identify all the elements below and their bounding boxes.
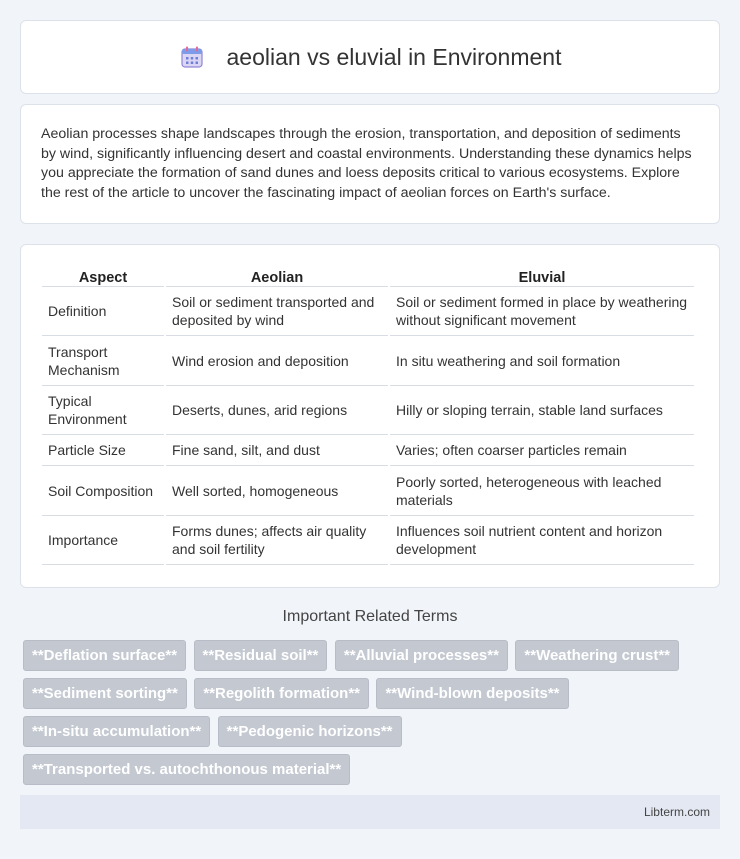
table-cell: Soil Composition	[42, 466, 164, 516]
table-cell: Definition	[42, 287, 164, 336]
related-term-tag[interactable]: **Residual soil**	[194, 640, 328, 671]
page-title: aeolian vs eluvial in Environment	[226, 43, 562, 70]
table-cell: In situ weathering and soil formation	[390, 336, 694, 386]
table-cell: Forms dunes; affects air quality and soil fertility	[166, 516, 388, 565]
intro-text: Aeolian processes shape landscapes through the erosion, transportation, and deposition of sediments by wind, significantly influencing desert and coastal environments. Understanding these dynamics helps you appreciate the formation of sand dunes and loess deposits critical to various ecosystems. Explore the rest of the article to uncover the fascinating impact of aeolian forces on Earth's surface.	[41, 126, 692, 201]
table-cell: Particle Size	[42, 435, 164, 466]
related-term-tag[interactable]: **Deflation surface**	[23, 640, 186, 671]
table-row	[42, 466, 694, 516]
table-cell: Well sorted, homogeneous	[166, 466, 388, 516]
footer	[20, 795, 720, 829]
related-term-tag[interactable]: **Wind-blown deposits**	[376, 678, 568, 709]
table-cell: Wind erosion and deposition	[166, 336, 388, 386]
related-term-tag[interactable]: **Sediment sorting**	[23, 678, 187, 709]
table-header-row	[42, 265, 694, 287]
table-row	[42, 435, 694, 466]
table-row	[42, 516, 694, 565]
table-cell: Varies; often coarser particles remain	[390, 435, 694, 466]
table-row	[42, 287, 694, 336]
table-cell: Soil or sediment formed in place by weathering without significant movement	[390, 287, 694, 336]
related-terms-list	[23, 640, 723, 792]
related-term-tag[interactable]: **In-situ accumulation**	[23, 716, 210, 747]
calendar-icon	[179, 44, 205, 70]
column-header-aeolian: Aeolian	[166, 265, 388, 287]
related-term-tag[interactable]: **Regolith formation**	[194, 678, 369, 709]
intro-card	[20, 104, 720, 224]
table-row	[42, 386, 694, 435]
comparison-table-card	[20, 244, 720, 588]
table-cell: Influences soil nutrient content and horizon development	[390, 516, 694, 565]
related-term-tag[interactable]: **Alluvial processes**	[335, 640, 508, 671]
related-terms-title: Important Related Terms	[282, 608, 458, 625]
header-card	[20, 20, 720, 94]
comparison-table	[40, 265, 696, 565]
table-cell: Poorly sorted, heterogeneous with leached materials	[390, 466, 694, 516]
table-cell: Hilly or sloping terrain, stable land surfaces	[390, 386, 694, 435]
related-term-tag[interactable]: **Transported vs. autochthonous material**	[23, 754, 350, 785]
column-header-eluvial: Eluvial	[390, 265, 694, 287]
table-cell: Deserts, dunes, arid regions	[166, 386, 388, 435]
column-header-aspect: Aspect	[42, 265, 164, 287]
table-cell: Transport Mechanism	[42, 336, 164, 386]
related-term-tag[interactable]: **Pedogenic horizons**	[218, 716, 402, 747]
table-row	[42, 336, 694, 386]
table-cell: Typical Environment	[42, 386, 164, 435]
footer-site-link[interactable]: Libterm.com	[643, 805, 710, 819]
table-cell: Soil or sediment transported and deposited by wind	[166, 287, 388, 336]
related-term-tag[interactable]: **Weathering crust**	[515, 640, 679, 671]
table-cell: Importance	[42, 516, 164, 565]
table-cell: Fine sand, silt, and dust	[166, 435, 388, 466]
